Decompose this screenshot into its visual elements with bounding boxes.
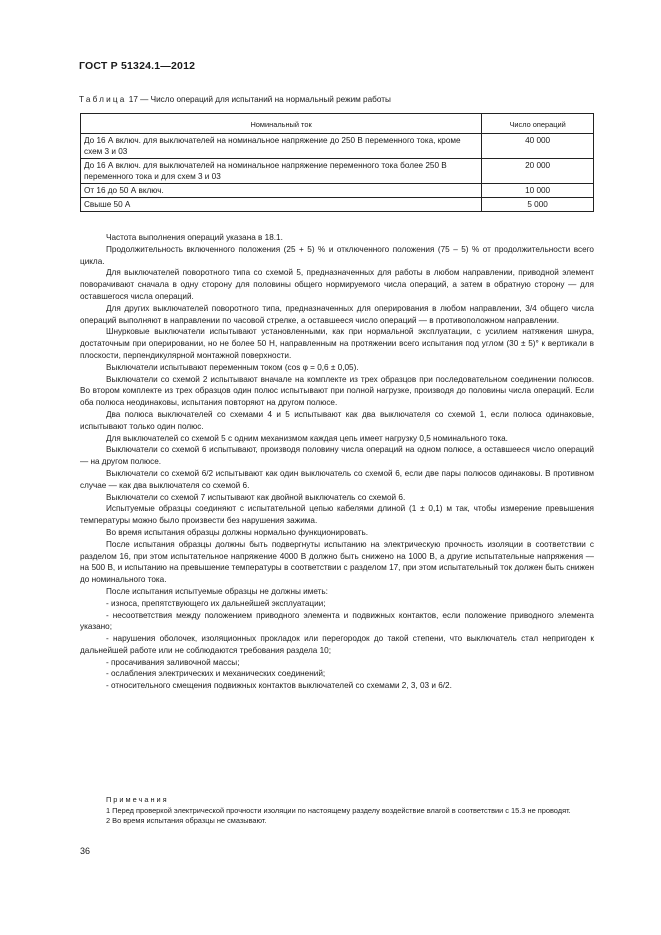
paragraph: Выключатели со схемой 7 испытывают как двойной выключатель со схемой 6. <box>106 492 406 502</box>
body-text <box>80 232 594 692</box>
table-row <box>81 198 594 212</box>
paragraph: Выключатели со схемой 2 испытывают вначале на комплекте из трех образцов при последовательном соединении полюсов. Во втором комплекте из трех образцов один полюс испытывают при полной нагрузке, производя до половины числа операций. Если оба полюса неодинаковы, испытания повторяют на другом полюсе. <box>80 374 594 408</box>
cell-operations: 5 000 <box>482 198 594 212</box>
paragraph: Два полюса выключателей со схемами 4 и 5 испытывают как два выключателя со схемой 1, если полюса одинаковые, испытывают только один полюс. <box>80 409 594 431</box>
paragraph: Во время испытания образцы должны нормально функционировать. <box>106 527 369 537</box>
paragraph: Шнурковые выключатели испытывают установленными, как при нормальной эксплуатации, с усилием натяжения шнура, достаточным при оперировании, но не более 50 Н, направленным на протяжении всего испытания под углом (30 ± 5)° к вертикали в плоскости, перпендикулярной монтажной поверхности. <box>80 327 594 360</box>
cell-current: От 16 до 50 А включ. <box>81 184 482 198</box>
table-caption-text: 17 — Число операций для испытаний на нормальный режим работы <box>126 95 391 104</box>
paragraph: Частота выполнения операций указана в 18.1. <box>106 233 283 242</box>
cell-operations: 20 000 <box>482 159 594 184</box>
paragraph: После испытания испытуемые образцы не должны иметь: <box>106 586 328 596</box>
paragraph: Для выключателей поворотного типа со схемой 5, предназначенных для работы в любом направлении, приводной элемент поворачивают сначала в одну сторону для половины общего нормируемого числа операций, а затем в обратную сторону — для оставшегося числа операций. <box>80 268 594 301</box>
note-item: 1 Перед проверкой электрической прочности изоляции по настоящему разделу воздействие влагой в соответствии с 15.3 не проводят. <box>106 806 571 815</box>
cell-current: До 16 А включ. для выключателей на номинальное напряжение до 250 В переменного тока, кроме схем 3 и 03 <box>81 134 482 159</box>
paragraph: Испытуемые образцы соединяют с испытательной цепью кабелями длиной (1 ± 0,1) м так, чтобы измерение превышения температуры можно было произвести без нарушения зажима. <box>80 504 594 526</box>
document-header: ГОСТ Р 51324.1—2012 <box>79 60 196 72</box>
notes-block <box>80 795 594 826</box>
page-number: 36 <box>80 846 91 856</box>
paragraph: Выключатели со схемой 6 испытывают, производя половину числа операций на одном полюсе, а оставшееся число операций — на другом полюсе. <box>80 445 594 467</box>
operations-table <box>80 113 594 212</box>
notes-title: Примечания <box>106 795 169 804</box>
table-header-row <box>81 114 594 134</box>
table-row <box>81 134 594 159</box>
paragraph: Продолжительность включенного положения (25 + 5) % и отключенного положения (75 – 5) % от продолжительности всего цикла. <box>80 244 594 266</box>
note-item: 2 Во время испытания образцы не смазывают. <box>106 816 267 825</box>
list-item: - нарушения оболочек, изоляционных прокладок или перегородок до такой степени, что выключатель стал непригоден к дальнейшей работе или не соблюдаются требования раздела 10; <box>80 634 594 655</box>
list-item: - несоответствия между положением приводного элемента и подвижных контактов, если положение приводного элемента указано; <box>80 610 594 632</box>
paragraph: Выключатели со схемой 6/2 испытывают как один выключатель со схемой 6, если две пары полюсов одинаковы. В противном случае — как два выключателя со схемой 6. <box>80 468 594 490</box>
column-header-current: Номинальный ток <box>81 114 482 134</box>
paragraph: Выключатели испытывают переменным током (cos φ = 0,6 ± 0,05). <box>106 362 359 372</box>
list-item: - износа, препятствующего их дальнейшей эксплуатации; <box>106 598 326 608</box>
cell-operations: 10 000 <box>482 184 594 198</box>
cell-current: Свыше 50 А <box>81 198 482 212</box>
table-row <box>81 184 594 198</box>
paragraph: После испытания образцы должны быть подвергнуты испытанию на электрическую прочность изоляции в соответствии с разделом 16, при этом испытательное напряжение 4000 В должно быть снижено на 1000 В, а другие испытательные напряжения — на 500 В, и испытанию на превышение температуры в соответствии с разделом 17, при этом испытательный ток должен быть снижен до номинального тока. <box>80 539 594 585</box>
paragraph: Для выключателей со схемой 5 с одним механизмом каждая цепь имеет нагрузку 0,5 номинального тока. <box>106 433 508 443</box>
list-item: - просачивания заливочной массы; <box>106 657 240 667</box>
table-caption <box>79 95 391 104</box>
cell-current: До 16 А включ. для выключателей на номинальное напряжение переменного тока более 250 В переменного тока и для схем 3 и 03 <box>81 159 482 184</box>
paragraph: Для других выключателей поворотного типа, предназначенных для оперирования в любом направлении, 3/4 общего числа операций выполняют в направлении по часовой стрелке, а оставшееся число операций — в противоположном направлении. <box>80 303 594 325</box>
list-item: - относительного смещения подвижных контактов выключателей со схемами 2, 3, 03 и 6/2. <box>106 681 452 691</box>
list-item: - ослабления электрических и механических соединений; <box>106 669 326 679</box>
cell-operations: 40 000 <box>482 134 594 159</box>
table-caption-word: Таблица <box>79 95 127 104</box>
column-header-operations: Число операций <box>482 114 594 134</box>
table-row <box>81 159 594 184</box>
